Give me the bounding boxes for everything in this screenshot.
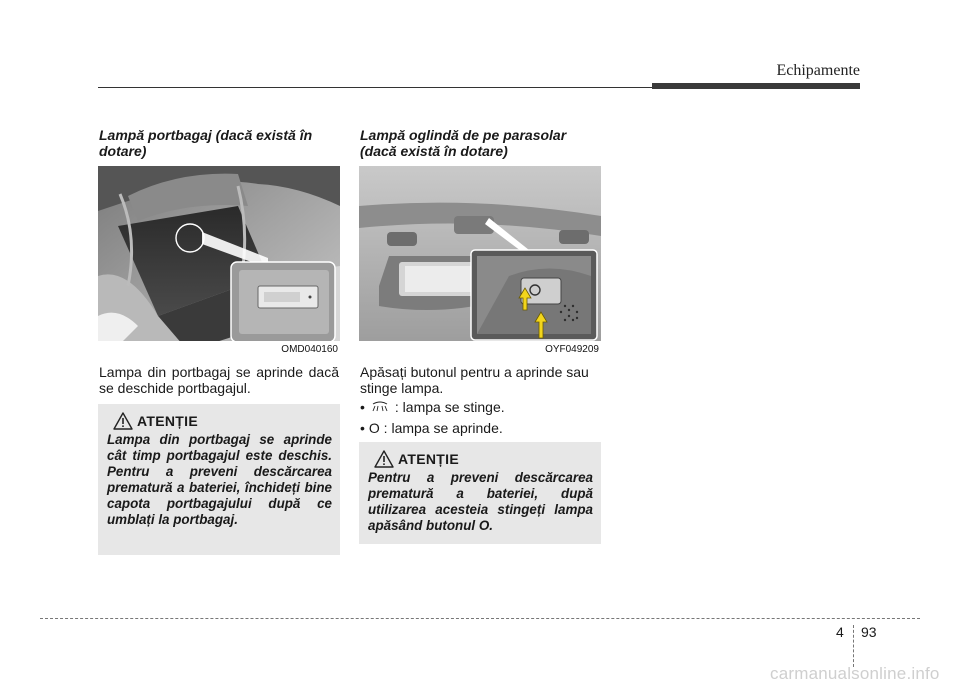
section-title: Echipamente <box>776 62 860 79</box>
caution-title: ATENȚIE <box>137 413 198 429</box>
chapter-number: 4 <box>836 624 844 640</box>
caution-text: Lampa din portbagaj se aprinde cât timp portbagajul este deschis. Pentru a preveni descărcarea prematură a bateriei, închideți bine capota portbagajului după ce umblați la portbagaj. <box>107 432 332 527</box>
trunk-lamp-caution-box <box>98 404 340 555</box>
vanity-lamp-heading: Lampă oglindă de pe parasolar (dacă există în dotare) <box>360 127 567 159</box>
figure-code: OMD040160 <box>281 344 338 355</box>
figure-caption-bar <box>359 341 601 356</box>
trunk-lamp-figure <box>98 166 340 356</box>
vanity-lamp-caution-box <box>359 442 601 544</box>
vanity-lamp-figure <box>359 166 601 356</box>
header-rule <box>98 87 656 88</box>
bullet-lamp-on <box>360 420 503 436</box>
vanity-lamp-illustration <box>359 166 601 356</box>
watermark: carmanualsonline.info <box>770 664 940 683</box>
bullet-lamp-off <box>360 399 505 415</box>
bullet-marker: • <box>360 420 365 436</box>
footer-rule <box>40 618 920 619</box>
trunk-lamp-heading: Lampă portbagaj (dacă există în dotare) <box>99 127 313 159</box>
caution-title: ATENȚIE <box>398 451 459 467</box>
warning-triangle-icon <box>374 450 394 468</box>
trunk-lamp-description: Lampa din portbagaj se aprinde dacă se deschide portbagajul. <box>99 364 339 396</box>
page-number-separator <box>853 625 854 667</box>
page-number: 93 <box>861 624 877 640</box>
lamp-off-symbol-icon <box>369 401 391 413</box>
figure-code: OYF049209 <box>545 344 599 355</box>
bullet-text: : lampa se stinge. <box>394 399 505 415</box>
header-rule-accent <box>652 83 860 89</box>
caution-text: Pentru a preveni descărcarea prematură a bateriei, după utilizarea acesteia stingeți lampa apăsând butonul O. <box>368 470 593 533</box>
trunk-lamp-illustration <box>98 166 340 356</box>
bullet-text: O : lampa se aprinde. <box>368 420 503 436</box>
figure-caption-bar <box>98 341 340 356</box>
vanity-lamp-description: Apăsați butonul pentru a aprinde sau stinge lampa. <box>360 364 589 396</box>
bullet-marker: • <box>360 399 365 415</box>
warning-triangle-icon <box>113 412 133 430</box>
